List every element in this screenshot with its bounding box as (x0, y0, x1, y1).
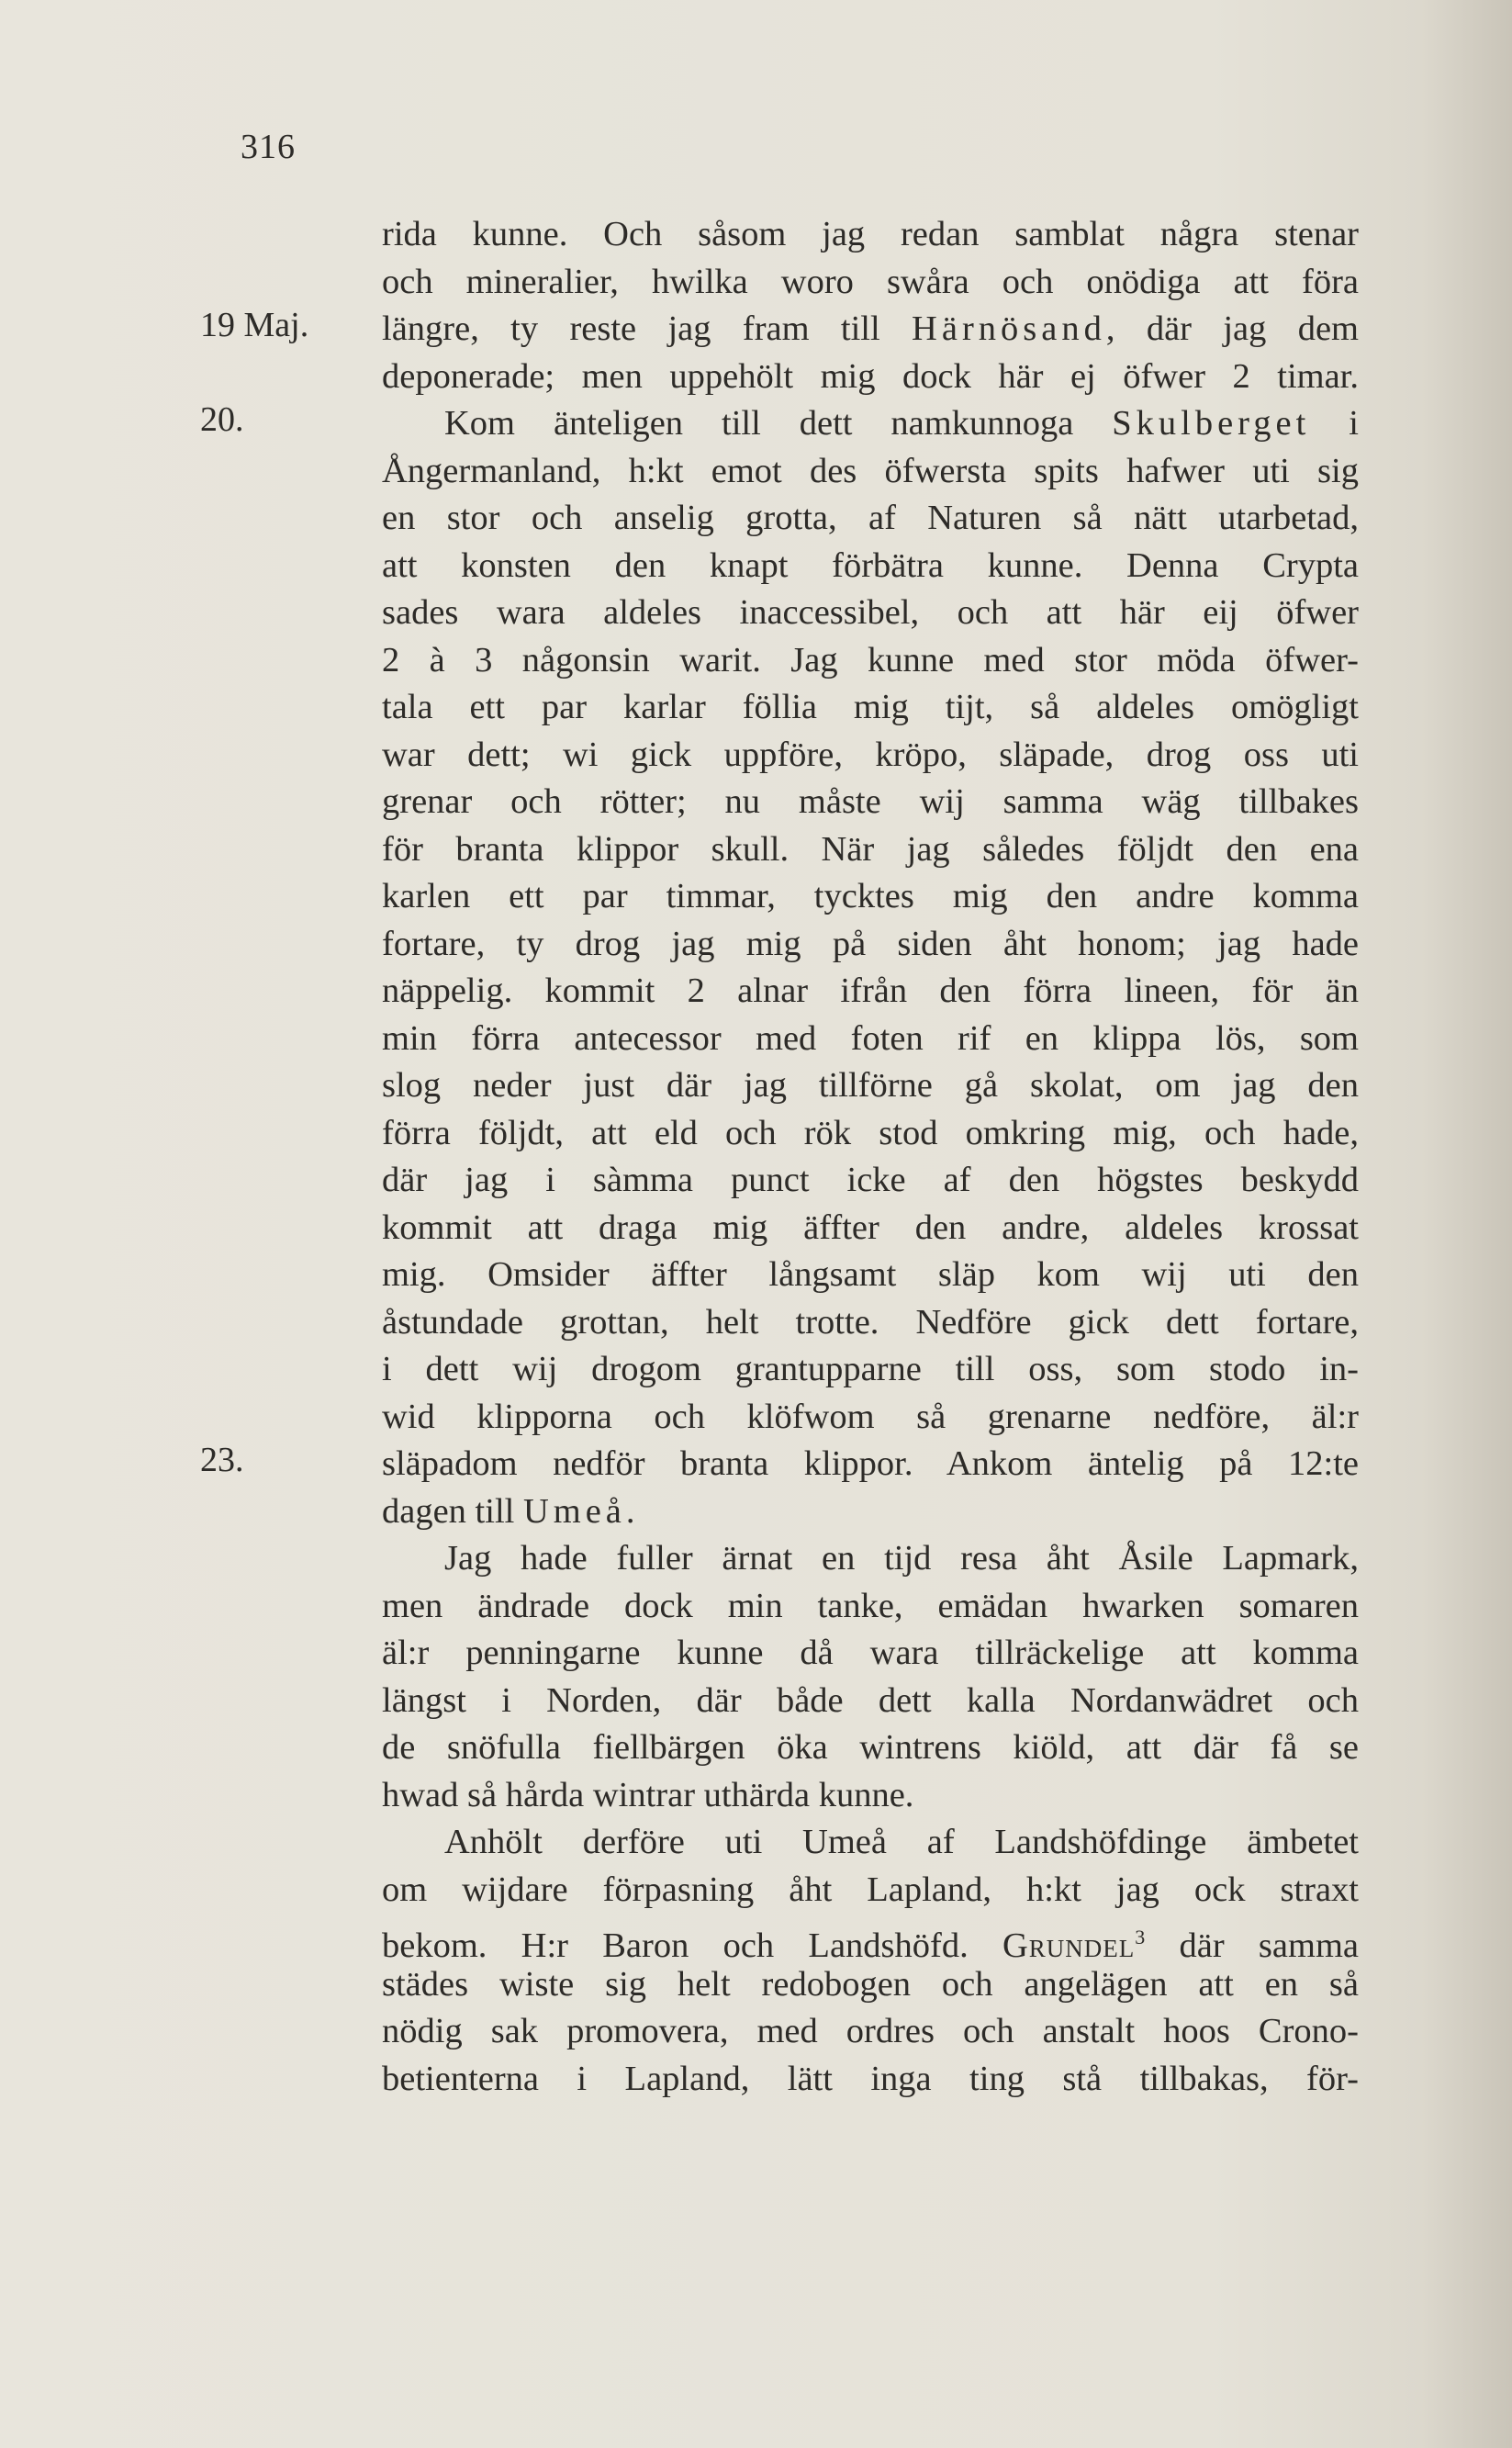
text-line: mig. Omsider äffter långsamt släp kom wij uti den (382, 1255, 1359, 1294)
text-line: wid klipporna och klöfwom så grenarne nedföre, äl:r (382, 1397, 1359, 1436)
text-line: dagen till Umeå. (382, 1491, 635, 1531)
text-line: Ångermanland, h:kt emot des öfwersta spits hafwer uti sig (382, 451, 1359, 490)
place-name: Skulberget (1112, 404, 1311, 443)
text-line: en stor och anselig grotta, af Naturen så nätt utarbetad, (382, 499, 1359, 537)
text-line: och mineralier, hwilka woro swåra och onödiga att föra (382, 262, 1359, 301)
text-line: karlen ett par timmar, tycktes mig den andre komma (382, 877, 1359, 915)
text-line: längre, ty reste jag fram till Härnösand, där jag dem (382, 309, 1359, 348)
text-line: grenar och rötter; nu måste wij samma wäg tillbakes (382, 782, 1359, 821)
text-line: betienterna i Lapland, lätt inga ting stå tillbakas, för- (382, 2059, 1359, 2098)
text-line: nödig sak promovera, med ordres och anstalt hoos Crono- (382, 2012, 1359, 2050)
text-line: de snöfulla fiellbärgen öka wintrens kiöld, att där få se (382, 1728, 1359, 1767)
text-line: äl:r penningarne kunne då wara tillräckelige att komma (382, 1634, 1359, 1672)
text-line: längst i Norden, där både dett kalla Nordanwädret och (382, 1680, 1359, 1720)
text-line: hwad så hårda wintrar uthärda kunne. (382, 1775, 914, 1814)
text-line: släpadom nedför branta klippor. Ankom äntelig på 12:te (382, 1444, 1359, 1483)
text-line: tala ett par karlar föllia mig tijt, så aldeles omögligt (382, 688, 1359, 726)
text-line: Kom änteligen till dett namkunnoga Skulberget i (444, 404, 1359, 443)
text-line: att konsten den knapt förbätra kunne. Denna Crypta (382, 545, 1359, 585)
text-line: åstundade grottan, helt trotte. Nedföre gick dett fortare, (382, 1302, 1359, 1342)
text-line: Anhölt derföre uti Umeå af Landshöfdinge ämbetet (444, 1823, 1359, 1861)
place-name: Härnösand (912, 309, 1106, 348)
text-line: om wijdare förpasning åht Lapland, h:kt jag ock straxt (382, 1870, 1359, 1909)
text-line: war dett; wi gick uppföre, kröpo, släpade, drog oss uti (382, 735, 1359, 774)
text-line: rida kunne. Och såsom jag redan samblat några stenar (382, 215, 1359, 253)
text-line: min förra antecessor med foten rif en klippa lös, som (382, 1018, 1359, 1058)
text-line: där jag i sàmma punct icke af den högstes beskydd (382, 1161, 1359, 1199)
footnote-marker: 3 (1135, 1926, 1146, 1948)
text-line: bekom. H:r Baron och Landshöfd. Grundel$^3$ där samma (382, 1926, 1359, 1965)
margin-date-20: 20. (200, 400, 244, 439)
text-line: kommit att draga mig äffter den andre, aldeles krossat (382, 1207, 1359, 1247)
text-line: i dett wij drogom grantupparne till oss, som stodo in- (382, 1350, 1359, 1388)
text-line: Jag hade fuller ärnat en tijd resa åht Åsile Lapmark, (444, 1539, 1359, 1578)
text-line: förra följdt, att eld och rök stod omkring mig, och hade, (382, 1113, 1359, 1152)
text-line: för branta klippor skull. När jag således följdt den ena (382, 829, 1359, 869)
text-line: sades wara aldeles inaccessibel, och att här eij öfwer (382, 593, 1359, 632)
person-name: Grundel (1002, 1926, 1136, 1965)
margin-date-23: 23. (200, 1441, 244, 1479)
place-name: Umeå (522, 1491, 626, 1531)
text-line: 2 à 3 någonsin warit. Jag kunne med stor möda öfwer- (382, 640, 1359, 679)
text-line: fortare, ty drog jag mig på siden åht honom; jag hade (382, 924, 1359, 963)
text-line: men ändrade dock min tanke, emädan hwarken somaren (382, 1586, 1359, 1625)
text-line: näppelig. kommit 2 alnar ifrån den förra lineen, för än (382, 971, 1359, 1010)
page-number: 316 (241, 128, 296, 166)
text-line: deponerade; men uppehölt mig dock här ej öfwer 2 timar. (382, 356, 1359, 396)
text-line: städes wiste sig helt redobogen och angelägen att en så (382, 1964, 1359, 2004)
margin-date-19-maj: 19 Maj. (200, 306, 309, 344)
body-text (382, 211, 1359, 2103)
text-line: slog neder just där jag tillförne gå skolat, om jag den (382, 1066, 1359, 1105)
